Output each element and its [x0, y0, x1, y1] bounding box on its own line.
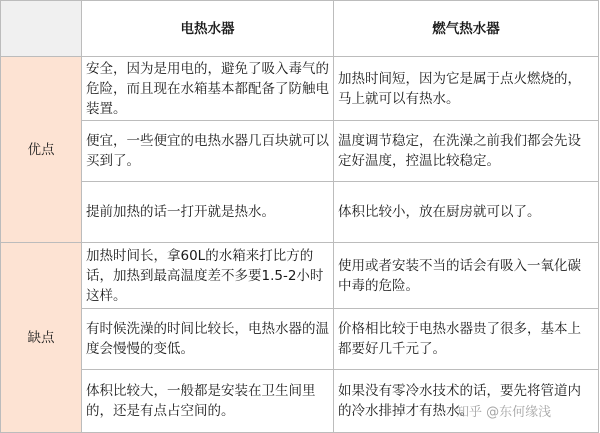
- pros-gas-cell: 加热时间短，因为它是属于点火燃烧的，马上就可以有热水。: [334, 57, 599, 121]
- row-label-cons: 缺点: [1, 243, 82, 433]
- pros-electric-cell: 便宜，一些便宜的电热水器几百块就可以买到了。: [82, 121, 334, 182]
- header-row: [1, 1, 599, 57]
- column-header-gas: 燃气热水器: [334, 1, 599, 57]
- row-label-pros: 优点: [1, 57, 82, 243]
- corner-cell: [1, 1, 82, 57]
- cons-electric-cell: 加热时间长，拿60L的水箱来打比方的话，加热到最高温度差不多要1.5-2小时这样。: [82, 243, 334, 309]
- cons-electric-cell: 体积比较大，一般都是安装在卫生间里的，还是有点占空间的。: [82, 370, 334, 433]
- cons-electric-cell: 有时候洗澡的时间比较长，电热水器的温度会慢慢的变低。: [82, 309, 334, 370]
- watermark: 知乎 @东何缘浅: [456, 405, 552, 420]
- table-row: [1, 121, 599, 182]
- table-row: [1, 243, 599, 309]
- cons-gas-cell: 价格相比较于电热水器贵了很多，基本上都要好几千元了。: [334, 309, 599, 370]
- cons-gas-cell: 使用或者安装不当的话会有吸入一氧化碳中毒的危险。: [334, 243, 599, 309]
- pros-electric-cell: 安全，因为是用电的，避免了吸入毒气的危险，而且现在水箱基本都配备了防触电装置。: [82, 57, 334, 121]
- table-row: [1, 57, 599, 121]
- table-row: [1, 309, 599, 370]
- pros-gas-cell: 温度调节稳定，在洗澡之前我们都会先设定好温度，控温比较稳定。: [334, 121, 599, 182]
- table-row: [1, 370, 599, 433]
- pros-gas-cell: 体积比较小，放在厨房就可以了。: [334, 182, 599, 243]
- pros-electric-cell: 提前加热的话一打开就是热水。: [82, 182, 334, 243]
- table-row: [1, 182, 599, 243]
- cons-gas-cell: 如果没有零冷水技术的话，要先将管道内的冷水排掉才有热水。: [334, 370, 599, 433]
- column-header-electric: 电热水器: [82, 1, 334, 57]
